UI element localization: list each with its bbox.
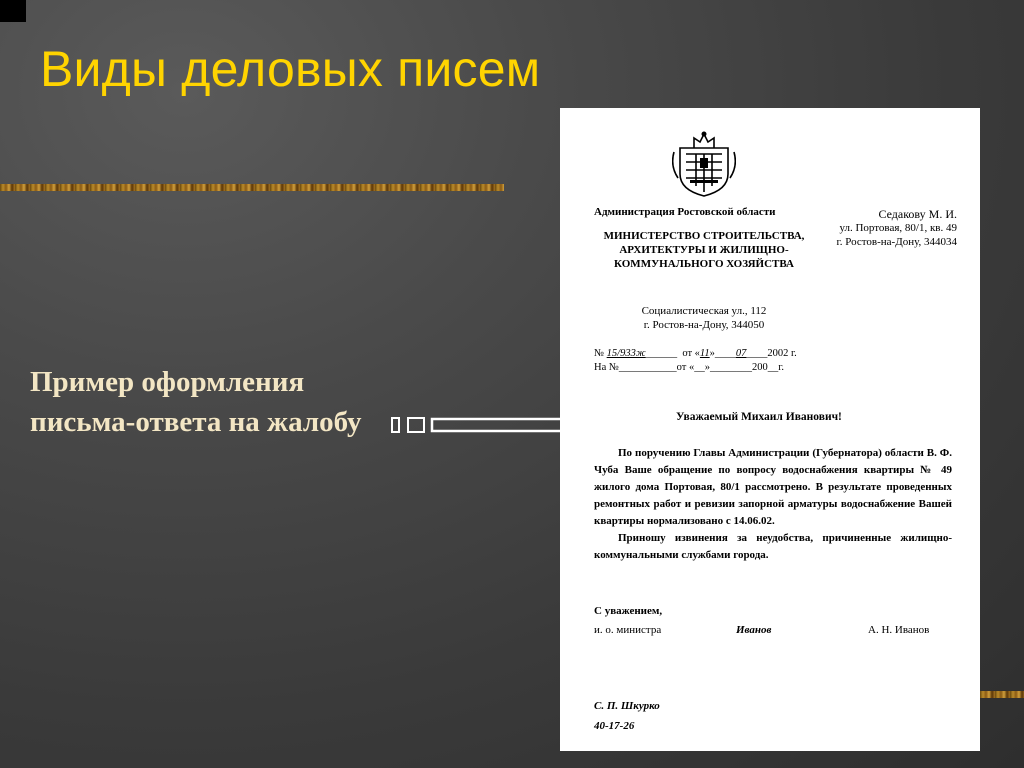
ref-gap-1: ______ bbox=[645, 348, 678, 359]
sender-address-line1: Социалистическая ул., 112 bbox=[641, 305, 767, 317]
signature: Иванов bbox=[736, 624, 772, 636]
ref-day-close: »____ bbox=[709, 348, 736, 359]
arrow-tail-square-large bbox=[407, 417, 425, 433]
letter-document bbox=[560, 108, 980, 751]
decorative-stripe-right bbox=[980, 691, 1024, 698]
reference-reply-line: На №___________от «__»________200__г. bbox=[594, 362, 784, 373]
reference-number-line bbox=[594, 347, 797, 361]
recipient-address-line2: г. Ростов-на-Дону, 344034 bbox=[836, 236, 957, 248]
signer-name: А. Н. Иванов bbox=[868, 624, 930, 636]
executor-name: С. П. Шкурко bbox=[594, 700, 660, 712]
sender-address-line2: г. Ростов-на-Дону, 344050 bbox=[643, 319, 765, 331]
ref-day: 11 bbox=[699, 348, 710, 359]
ref-no-label: № bbox=[594, 348, 605, 359]
sender-address bbox=[594, 304, 814, 332]
ref-year-suffix: г. bbox=[791, 348, 797, 359]
corner-square bbox=[0, 0, 26, 22]
body-paragraph-2: Приношу извинения за неудобства, причиненные жилищно-коммунальными службами города. bbox=[594, 532, 952, 561]
recipient-block bbox=[815, 207, 957, 249]
salutation: Уважаемый Михаил Иванович! bbox=[676, 411, 842, 423]
coat-of-arms-emblem bbox=[672, 130, 736, 198]
ref-from-label: от « bbox=[682, 348, 700, 359]
sender-admin: Администрация Ростовской области bbox=[594, 206, 776, 218]
signer-role: и. о. министра bbox=[594, 624, 662, 636]
letter-body bbox=[594, 445, 952, 564]
recipient-name: Седакову М. И. bbox=[878, 207, 957, 221]
reference-block bbox=[594, 347, 797, 375]
body-paragraph-1: По поручению Главы Администрации (Губернатора) области В. Ф. Чуба Ваше обращение по вопросу водоснабжения квартиры № 49 жилого дома Портовая, 80/1 рассмотрено. В результате проведенных ремонтных работ и ревизии запорной арматуры водоснабжение Вашей квартиры нормализовано с 14.06.02. bbox=[594, 447, 952, 527]
recipient-address-line1: ул. Портовая, 80/1, кв. 49 bbox=[839, 222, 957, 234]
ref-year: 2002 bbox=[767, 348, 789, 359]
executor-phone: 40-17-26 bbox=[594, 720, 635, 732]
slide-caption: Пример оформления письма-ответа на жалобу bbox=[30, 366, 362, 438]
arrow-tail-square-small bbox=[391, 417, 400, 433]
ref-gap-2: ____ bbox=[746, 348, 768, 359]
ref-month: 07 bbox=[735, 348, 747, 359]
slide-title: Виды деловых писем bbox=[40, 41, 541, 97]
sender-ministry: МИНИСТЕРСТВО СТРОИТЕЛЬСТВА, АРХИТЕКТУРЫ И ЖИЛИЩНО-КОММУНАЛЬНОГО ХОЗЯЙСТВА bbox=[603, 230, 805, 270]
decorative-stripe-top bbox=[0, 184, 504, 191]
ref-no-value: 15/933ж bbox=[606, 348, 646, 359]
closing: С уважением, bbox=[594, 605, 663, 617]
